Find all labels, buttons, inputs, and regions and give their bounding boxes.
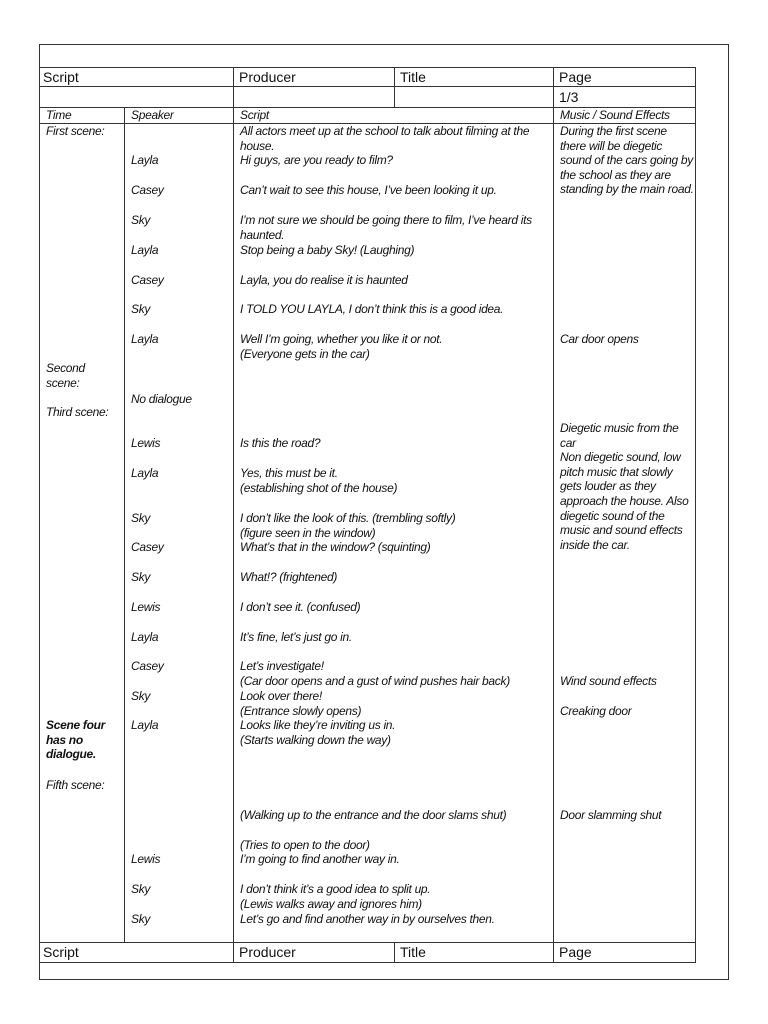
- script-line: What’s that in the window? (squinting): [240, 540, 431, 554]
- column-script: Script: [240, 108, 269, 122]
- header-title-label: Title: [400, 69, 426, 85]
- script-line: All actors meet up at the school to talk about filming at the house.: [240, 124, 530, 153]
- header-script-label: Script: [43, 69, 79, 85]
- script-line: Well I’m going, whether you like it or not. (Everyone gets in the car): [240, 332, 443, 361]
- rule-col-script-body: [233, 107, 234, 963]
- speaker: Sky: [131, 570, 151, 584]
- music-note: Diegetic music from the car Non diegetic sound, low pitch music that slowly gets louder as they approach the house. Also diegetic sound of the music and sound effects inside the car.: [560, 421, 689, 552]
- speaker: Sky: [131, 302, 151, 316]
- rule-col-title: [394, 67, 395, 108]
- speaker: Sky: [131, 511, 151, 525]
- music-note: Car door opens: [560, 332, 639, 346]
- time-second-scene: Second scene:: [46, 361, 85, 390]
- rule-col-script: [233, 67, 234, 108]
- time-third-scene: Third scene:: [46, 405, 109, 419]
- time-fifth-scene: Fifth scene:: [46, 778, 105, 792]
- script-line: I TOLD YOU LAYLA, I don’t think this is a good idea.: [240, 302, 504, 316]
- rule-col-music: [553, 67, 554, 963]
- speaker: Lewis: [131, 852, 161, 866]
- music-note: Creaking door: [560, 704, 632, 718]
- speaker: Layla: [131, 466, 159, 480]
- script-line: Let’s investigate! (Car door opens and a gust of wind pushes hair back): [240, 659, 510, 688]
- header-page-number: 1/3: [559, 89, 579, 105]
- script-line: I don’t see it. (confused): [240, 600, 361, 614]
- script-line: What!? (frightened): [240, 570, 338, 584]
- speaker: Layla: [131, 243, 159, 257]
- script-line: Looks like they’re inviting us in. (Starts walking down the way): [240, 718, 396, 747]
- rule-col-speaker: [124, 107, 125, 943]
- script-line: (Walking up to the entrance and the door slams shut): [240, 808, 507, 822]
- speaker: Layla: [131, 332, 159, 346]
- footer-producer-label: Producer: [239, 944, 296, 960]
- speaker: Sky: [131, 213, 151, 227]
- time-scene-four: Scene four has no dialogue.: [46, 718, 106, 762]
- script-line: It’s fine, let’s just go in.: [240, 630, 352, 644]
- speaker: Casey: [131, 659, 164, 673]
- footer-page-label: Page: [559, 944, 592, 960]
- header-producer-label: Producer: [239, 69, 296, 85]
- column-music: Music / Sound Effects: [560, 108, 670, 122]
- script-line: I’m not sure we should be going there to film, I’ve heard its haunted.: [240, 213, 532, 242]
- script-line: I don’t think it’s a good idea to split up. (Lewis walks away and ignores him): [240, 882, 431, 911]
- script-line: I’m going to find another way in.: [240, 852, 400, 866]
- script-line: Yes, this must be it. (establishing shot of the house): [240, 466, 398, 495]
- speaker: Layla: [131, 718, 159, 732]
- rule-col-title-footer: [394, 942, 395, 963]
- rule-footer-bottom: [39, 962, 696, 963]
- script-line: Let’s go and find another way in by ourselves then.: [240, 912, 495, 926]
- speaker: Sky: [131, 882, 151, 896]
- speaker: Sky: [131, 689, 151, 703]
- script-line: Stop being a baby Sky! (Laughing): [240, 243, 415, 257]
- speaker: Lewis: [131, 600, 161, 614]
- column-time: Time: [46, 108, 72, 122]
- speaker: Layla: [131, 630, 159, 644]
- speaker: Casey: [131, 540, 164, 554]
- rule-header-top: [39, 67, 696, 68]
- music-note: Wind sound effects: [560, 674, 657, 688]
- speaker: Sky: [131, 912, 151, 926]
- speaker: Casey: [131, 273, 164, 287]
- script-line: Look over there! (Entrance slowly opens): [240, 689, 362, 718]
- script-line: (Tries to open to the door): [240, 838, 370, 852]
- script-line: Is this the road?: [240, 436, 321, 450]
- music-note: During the first scene there will be diegetic sound of the cars going by the school as they are standing by the main road.: [560, 124, 694, 197]
- rule-body-bottom: [39, 942, 696, 943]
- column-speaker: Speaker: [131, 108, 174, 122]
- speaker: Casey: [131, 183, 164, 197]
- rule-right-edge: [695, 67, 696, 963]
- script-line: Can’t wait to see this house, I’ve been looking it up.: [240, 183, 497, 197]
- speaker: No dialogue: [131, 392, 192, 406]
- music-note: Door slamming shut: [560, 808, 662, 822]
- speaker: Layla: [131, 153, 159, 167]
- header-page-label: Page: [559, 69, 592, 85]
- script-line: Hi guys, are you ready to film?: [240, 153, 393, 167]
- script-line: Layla, you do realise it is haunted: [240, 273, 408, 287]
- footer-title-label: Title: [400, 944, 426, 960]
- script-line: I don’t like the look of this. (trembling softly) (figure seen in the window): [240, 511, 456, 540]
- time-first-scene: First scene:: [46, 124, 105, 138]
- speaker: Lewis: [131, 436, 161, 450]
- rule-header-mid: [39, 86, 696, 87]
- footer-script-label: Script: [43, 944, 79, 960]
